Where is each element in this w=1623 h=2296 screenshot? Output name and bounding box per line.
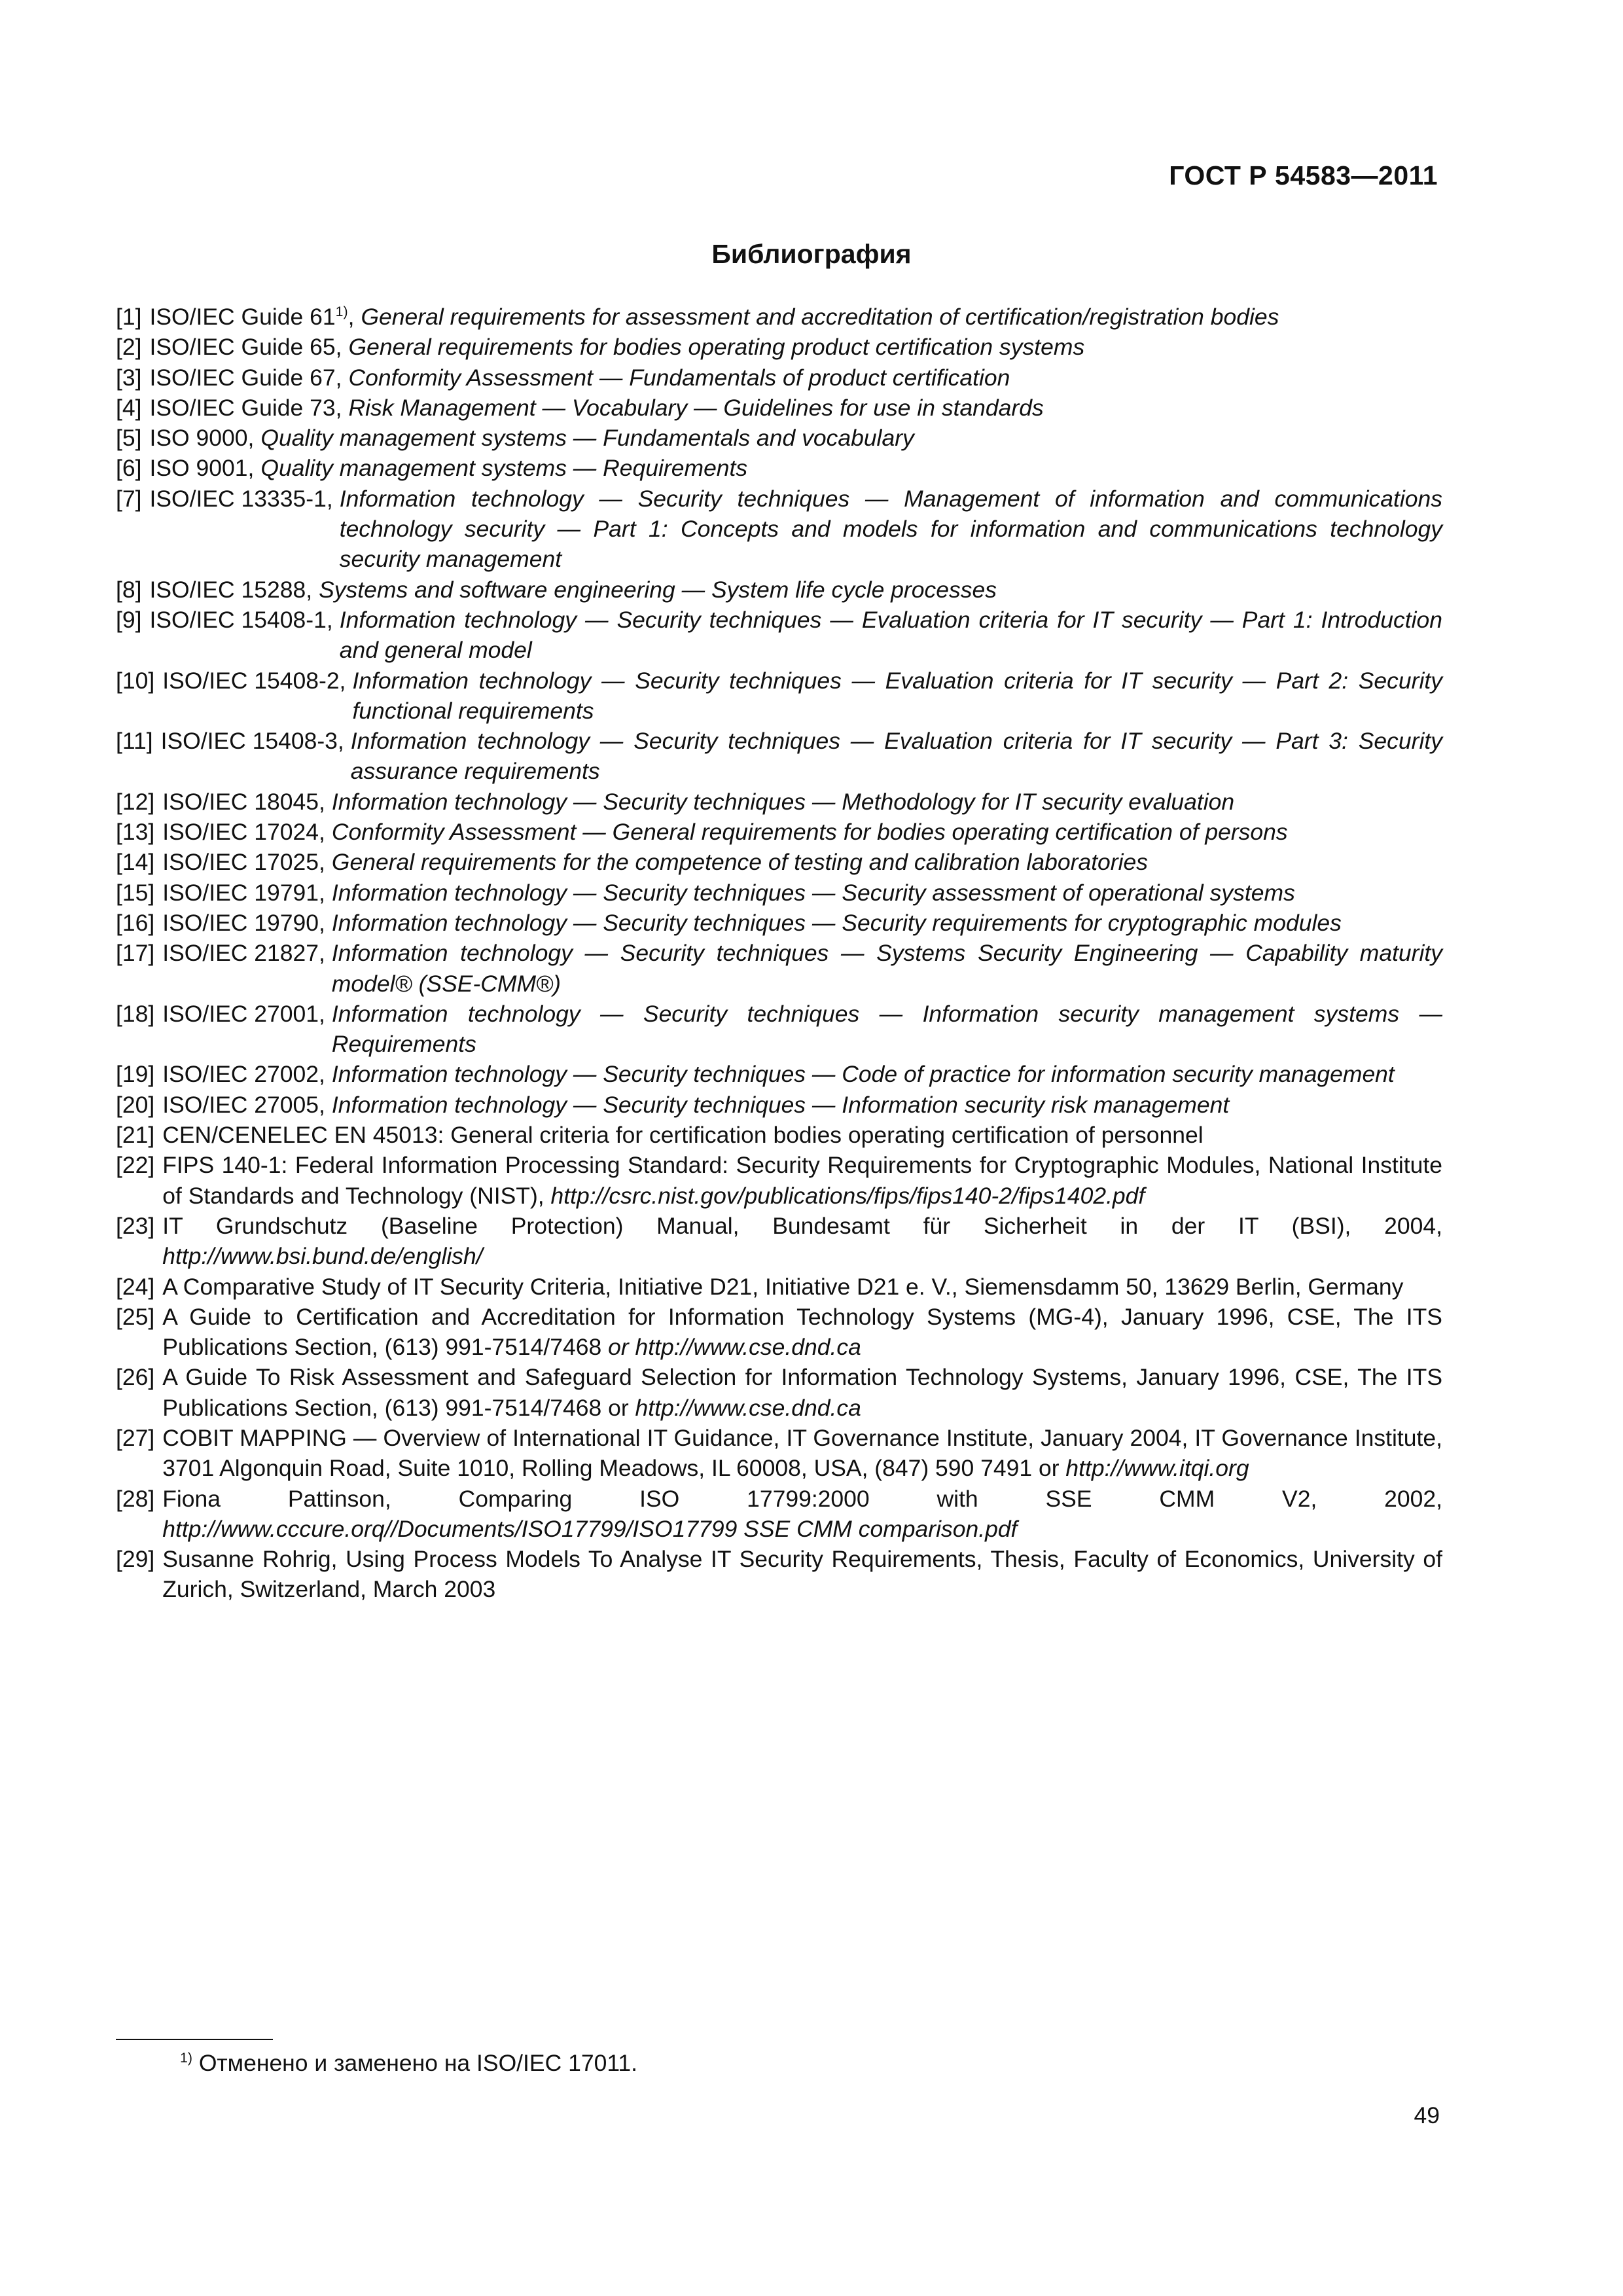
entry-standard-code [162, 817, 332, 847]
entry-standard-code [162, 1090, 332, 1120]
entry-number: [15] [116, 879, 155, 906]
entry-number: [26] [116, 1364, 155, 1391]
entry-content [162, 908, 1442, 938]
entry-content [149, 575, 1442, 605]
entry-content [162, 1484, 1442, 1545]
entry-text: FIPS 140-1: Federal Information Processing Standard: Security Requirements for Cryptographic Modules, National Institute of Standards and Technology (NIST), [162, 1152, 1442, 1209]
entry-number: [10] [116, 667, 155, 694]
entry-text: CEN/CENELEC EN 45013: General criteria for certification bodies operating certification of personnel [162, 1122, 1204, 1149]
entry-standard-code [149, 363, 348, 393]
entry-url: http://www.bsi.bund.de/english/ [162, 1243, 483, 1270]
entry-number: [27] [116, 1424, 155, 1451]
footnote-text: Отменено и заменено на ISO/IEC 17011. [198, 2050, 638, 2076]
entry-number: [12] [116, 788, 155, 815]
entry-number: [11] [116, 728, 153, 755]
entry-title: Risk Management — Vocabulary — Guidelines for use in standards [348, 394, 1044, 421]
entry-title: General requirements for the competence of testing and calibration laboratories [331, 849, 1149, 876]
page-title: Библиография [711, 239, 912, 269]
entry-number: [3] [116, 364, 142, 391]
bibliography-entry [116, 878, 1442, 908]
footnote-marker: 1) [180, 2050, 192, 2066]
entry-text: A Comparative Study of IT Security Criteria, Initiative D21, Initiative D21 e. V., Siemensdamm 50, 13629 Berlin, Germany [162, 1273, 1404, 1300]
bibliography-entry [116, 726, 1442, 787]
entry-number: [24] [116, 1273, 155, 1300]
entry-standard-code [162, 999, 332, 1029]
entry-content [149, 484, 1442, 575]
entry-url: http://www.cse.dnd.ca [635, 1394, 861, 1421]
bibliography-entry [116, 575, 1442, 605]
entry-number: [1] [116, 304, 142, 330]
entry-content [162, 1120, 1442, 1150]
entry-number: [7] [116, 485, 142, 512]
entry-standard-code [162, 908, 332, 938]
bibliography-entry [116, 1272, 1442, 1302]
entry-title: Information technology — Security techniques — Evaluation criteria for IT security — Part 1: Introduction and general model [339, 606, 1442, 664]
entry-title: Conformity Assessment — General requirements for bodies operating certification of persons [331, 819, 1288, 846]
bibliography-entry [116, 1423, 1442, 1484]
entry-content [162, 878, 1442, 908]
bibliography-entry [116, 302, 1442, 332]
entry-text-block [162, 1120, 1442, 1150]
entry-content [149, 453, 1442, 483]
entry-text-block [162, 1362, 1442, 1423]
document-code: ГОСТ Р 54583—2011 [1169, 160, 1438, 190]
entry-title: General requirements for bodies operating product certification systems [348, 334, 1085, 361]
bibliography-entry [116, 1090, 1442, 1120]
entry-content [149, 393, 1442, 423]
entry-code-text: ISO/IEC 17024, [162, 819, 325, 846]
entry-standard-code [149, 605, 339, 635]
footnote-divider [116, 2039, 273, 2040]
entry-number: [13] [116, 819, 155, 846]
bibliography-entry [116, 938, 1442, 999]
entry-code-text: ISO/IEC 15408-3, [160, 728, 344, 755]
entry-title: Information technology — Security techniques — Management of information and communications technology security — Part 1: Concepts and models for information and communications technology security management [339, 485, 1442, 573]
entry-url: http://csrc.nist.gov/publications/fips/fips140-2/fips1402.pdf [550, 1182, 1145, 1209]
entry-code-suffix: , [348, 304, 355, 330]
bibliography-entry [116, 363, 1442, 393]
entry-content [162, 1544, 1442, 1605]
bibliography-entry [116, 817, 1442, 847]
entry-title: Information technology — Security techniques — Evaluation criteria for IT security — Part 2: Security functional requirements [352, 667, 1442, 724]
entry-title: Information technology — Security techniques — Security requirements for cryptographic modules [331, 909, 1342, 936]
entry-number: [17] [116, 940, 155, 967]
entry-standard-code [149, 393, 348, 423]
entry-text-block [162, 1150, 1442, 1211]
entry-content [162, 999, 1442, 1060]
entry-code-text: ISO/IEC 15408-2, [162, 667, 346, 694]
bibliography-entry [116, 332, 1442, 362]
bibliography-entry [116, 1484, 1442, 1545]
entry-number: [16] [116, 909, 155, 936]
entry-content [162, 787, 1442, 817]
entry-number: [2] [116, 334, 142, 361]
entry-standard-code [162, 787, 332, 817]
entry-text: A Guide to Certification and Accreditation for Information Technology Systems (MG-4), January 1996, CSE, The ITS Publications Section, (613) 991-7514/7468 [162, 1303, 1442, 1361]
bibliography-entry [116, 393, 1442, 423]
entry-url: http://www.itqi.org [1065, 1455, 1249, 1482]
entry-text-block [162, 1484, 1442, 1545]
entry-number: [25] [116, 1303, 155, 1330]
entry-number: [23] [116, 1212, 155, 1239]
entry-code-text: ISO/IEC Guide 73, [149, 394, 342, 421]
entry-number: [29] [116, 1546, 155, 1573]
entry-standard-code [162, 847, 332, 877]
entry-title: Information technology — Security techniques — Evaluation criteria for IT security — Part 3: Security assurance requirements [350, 728, 1442, 785]
entry-number: [22] [116, 1152, 155, 1179]
entry-content [162, 847, 1442, 877]
entry-text: COBIT MAPPING — Overview of International IT Guidance, IT Governance Institute, January 2004, IT Governance Institute, 3701 Algonquin Road, Suite 1010, Rolling Meadows, IL 60008, USA, (847) 590 7491 or [162, 1424, 1442, 1482]
entry-text-block [162, 1302, 1442, 1363]
entry-code-text: ISO/IEC Guide 61 [149, 304, 336, 330]
entry-code-text: ISO/IEC 19791, [162, 879, 325, 906]
bibliography-entry [116, 908, 1442, 938]
entry-title: Information technology — Security techniques — Systems Security Engineering — Capability maturity model® (SSE-CMM®) [331, 940, 1442, 997]
entry-number: [9] [116, 606, 142, 633]
entry-content [162, 938, 1442, 999]
entry-text: A Guide To Risk Assessment and Safeguard Selection for Information Technology Systems, January 1996, CSE, The ITS Publications Section, (613) 991-7514/7468 or [162, 1364, 1442, 1421]
entry-content [162, 1302, 1442, 1363]
entry-number: [4] [116, 394, 142, 421]
entry-content [149, 332, 1442, 362]
entry-number: [28] [116, 1485, 155, 1512]
entry-text-block [162, 1272, 1442, 1302]
entry-text-block [162, 1544, 1442, 1605]
entry-content [149, 605, 1442, 666]
bibliography-entry [116, 999, 1442, 1060]
footnote [180, 2050, 637, 2077]
entry-content [162, 1150, 1442, 1211]
entry-content [162, 1362, 1442, 1423]
entry-code-text: ISO/IEC 27001, [162, 1000, 325, 1027]
entry-code-text: ISO/IEC 15408-1, [149, 606, 333, 633]
entry-title: Conformity Assessment — Fundamentals of product certification [348, 364, 1010, 391]
entry-content [162, 817, 1442, 847]
entry-standard-code [162, 878, 332, 908]
entry-number: [19] [116, 1061, 155, 1088]
entry-code-text: ISO/IEC 21827, [162, 940, 325, 967]
bibliography-entry [116, 484, 1442, 575]
bibliography-entry [116, 847, 1442, 877]
bibliography-entry [116, 453, 1442, 483]
entry-text: IT Grundschutz (Baseline Protection) Manual, Bundesamt für Sicherheit in der IT (BSI), 2004, [162, 1212, 1442, 1239]
bibliography-list [116, 302, 1442, 1605]
entry-code-text: ISO/IEC 27002, [162, 1061, 325, 1088]
entry-standard-code [149, 484, 339, 514]
footnote-ref-marker: 1) [335, 304, 348, 320]
entry-content [162, 1090, 1442, 1120]
entry-standard-code [162, 666, 352, 696]
entry-standard-code [149, 575, 319, 605]
entry-code-text: ISO/IEC Guide 65, [149, 334, 342, 361]
entry-number: [14] [116, 849, 155, 876]
entry-standard-code [149, 453, 260, 483]
page-number: 49 [1414, 2102, 1440, 2128]
bibliography-entry [116, 423, 1442, 453]
entry-content [149, 423, 1442, 453]
entry-number: [8] [116, 576, 142, 603]
bibliography-entry [116, 1362, 1442, 1423]
entry-content [149, 363, 1442, 393]
bibliography-entry [116, 666, 1442, 726]
bibliography-entry [116, 787, 1442, 817]
bibliography-entry [116, 1211, 1442, 1272]
bibliography-entry [116, 605, 1442, 666]
entry-title: Quality management systems — Requirements [260, 455, 748, 482]
entry-title: Information technology — Security techniques — Code of practice for information security management [331, 1061, 1395, 1088]
entry-standard-code [149, 302, 361, 332]
entry-title: Quality management systems — Fundamentals and vocabulary [260, 425, 914, 452]
entry-text-block [162, 1423, 1442, 1484]
entry-title: Systems and software engineering — System life cycle processes [319, 576, 997, 603]
entry-code-text: ISO/IEC Guide 67, [149, 364, 342, 391]
entry-content [162, 1211, 1442, 1272]
entry-standard-code [161, 726, 351, 756]
entry-standard-code [162, 1059, 332, 1089]
entry-content [162, 1059, 1442, 1089]
entry-number: [6] [116, 455, 142, 482]
bibliography-entry [116, 1120, 1442, 1150]
entry-standard-code [149, 332, 348, 362]
bibliography-entry [116, 1544, 1442, 1605]
entry-title: Information technology — Security techniques — Security assessment of operational systems [331, 879, 1295, 906]
entry-title: Information technology — Security techniques — Methodology for IT security evaluation [331, 788, 1235, 815]
entry-number: [5] [116, 425, 142, 452]
bibliography-entry [116, 1302, 1442, 1363]
entry-text: Fiona Pattinson, Comparing ISO 17799:2000 with SSE CMM V2, 2002, [162, 1485, 1442, 1512]
entry-title: General requirements for assessment and accreditation of certification/registration bodies [361, 304, 1279, 330]
entry-text-block [162, 1211, 1442, 1272]
entry-title: Information technology — Security techniques — Information security risk management [331, 1091, 1230, 1118]
bibliography-entry [116, 1150, 1442, 1211]
entry-code-text: ISO/IEC 13335-1, [149, 485, 333, 512]
entry-text: Susanne Rohrig, Using Process Models To Analyse IT Security Requirements, Thesis, Faculty of Economics, University of Zurich, Switzerland, March 2003 [162, 1546, 1442, 1603]
entry-code-text: ISO 9001, [149, 455, 255, 482]
entry-code-text: ISO/IEC 18045, [162, 788, 325, 815]
entry-content [162, 1423, 1442, 1484]
entry-number: [18] [116, 1000, 155, 1027]
entry-code-text: ISO 9000, [149, 425, 255, 452]
entry-standard-code [149, 423, 260, 453]
entry-content [161, 726, 1442, 787]
entry-code-text: ISO/IEC 19790, [162, 909, 325, 936]
bibliography-entry [116, 1059, 1442, 1089]
entry-number: [20] [116, 1091, 155, 1118]
entry-content [149, 302, 1442, 332]
entry-standard-code [162, 938, 332, 968]
entry-title: Information technology — Security techniques — Information security management systems — Requirements [331, 1000, 1442, 1058]
entry-content [162, 1272, 1442, 1302]
entry-code-text: ISO/IEC 15288, [149, 576, 313, 603]
entry-url: http://www.cccure.orq//Documents/ISO17799/ISO17799 SSE CMM comparison.pdf [162, 1515, 1018, 1542]
entry-content [162, 666, 1442, 726]
entry-url: or http://www.cse.dnd.ca [608, 1334, 861, 1361]
entry-number: [21] [116, 1122, 155, 1149]
entry-code-text: ISO/IEC 17025, [162, 849, 325, 876]
entry-code-text: ISO/IEC 27005, [162, 1091, 325, 1118]
